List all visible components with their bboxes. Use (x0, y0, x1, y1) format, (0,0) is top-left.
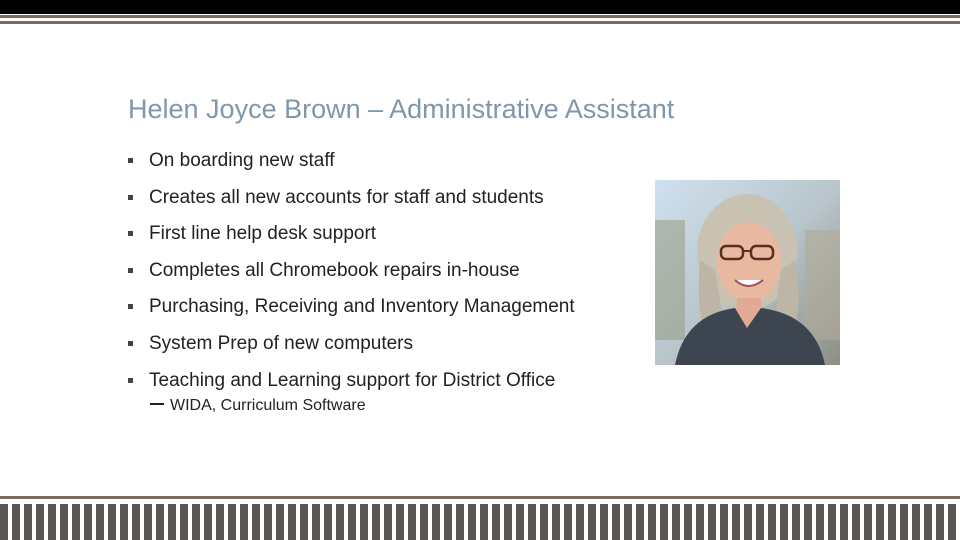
sub-bullet-text: WIDA, Curriculum Software (170, 397, 366, 414)
square-bullet-icon (128, 304, 133, 309)
top-black-bar (0, 0, 960, 14)
bottom-stripe-band (0, 504, 960, 540)
square-bullet-icon (128, 231, 133, 236)
bottom-accent-line (0, 496, 960, 499)
portrait-photo (655, 180, 840, 365)
square-bullet-icon (128, 158, 133, 163)
square-bullet-icon (128, 341, 133, 346)
square-bullet-icon (128, 378, 133, 383)
sub-bullet (150, 397, 366, 415)
square-bullet-icon (128, 268, 133, 273)
square-bullet-icon (128, 195, 133, 200)
slide-title: Helen Joyce Brown – Administrative Assistant (128, 94, 675, 124)
top-accent-line-2 (0, 21, 960, 24)
top-accent-line (0, 15, 960, 18)
dash-bullet-icon (150, 403, 164, 405)
